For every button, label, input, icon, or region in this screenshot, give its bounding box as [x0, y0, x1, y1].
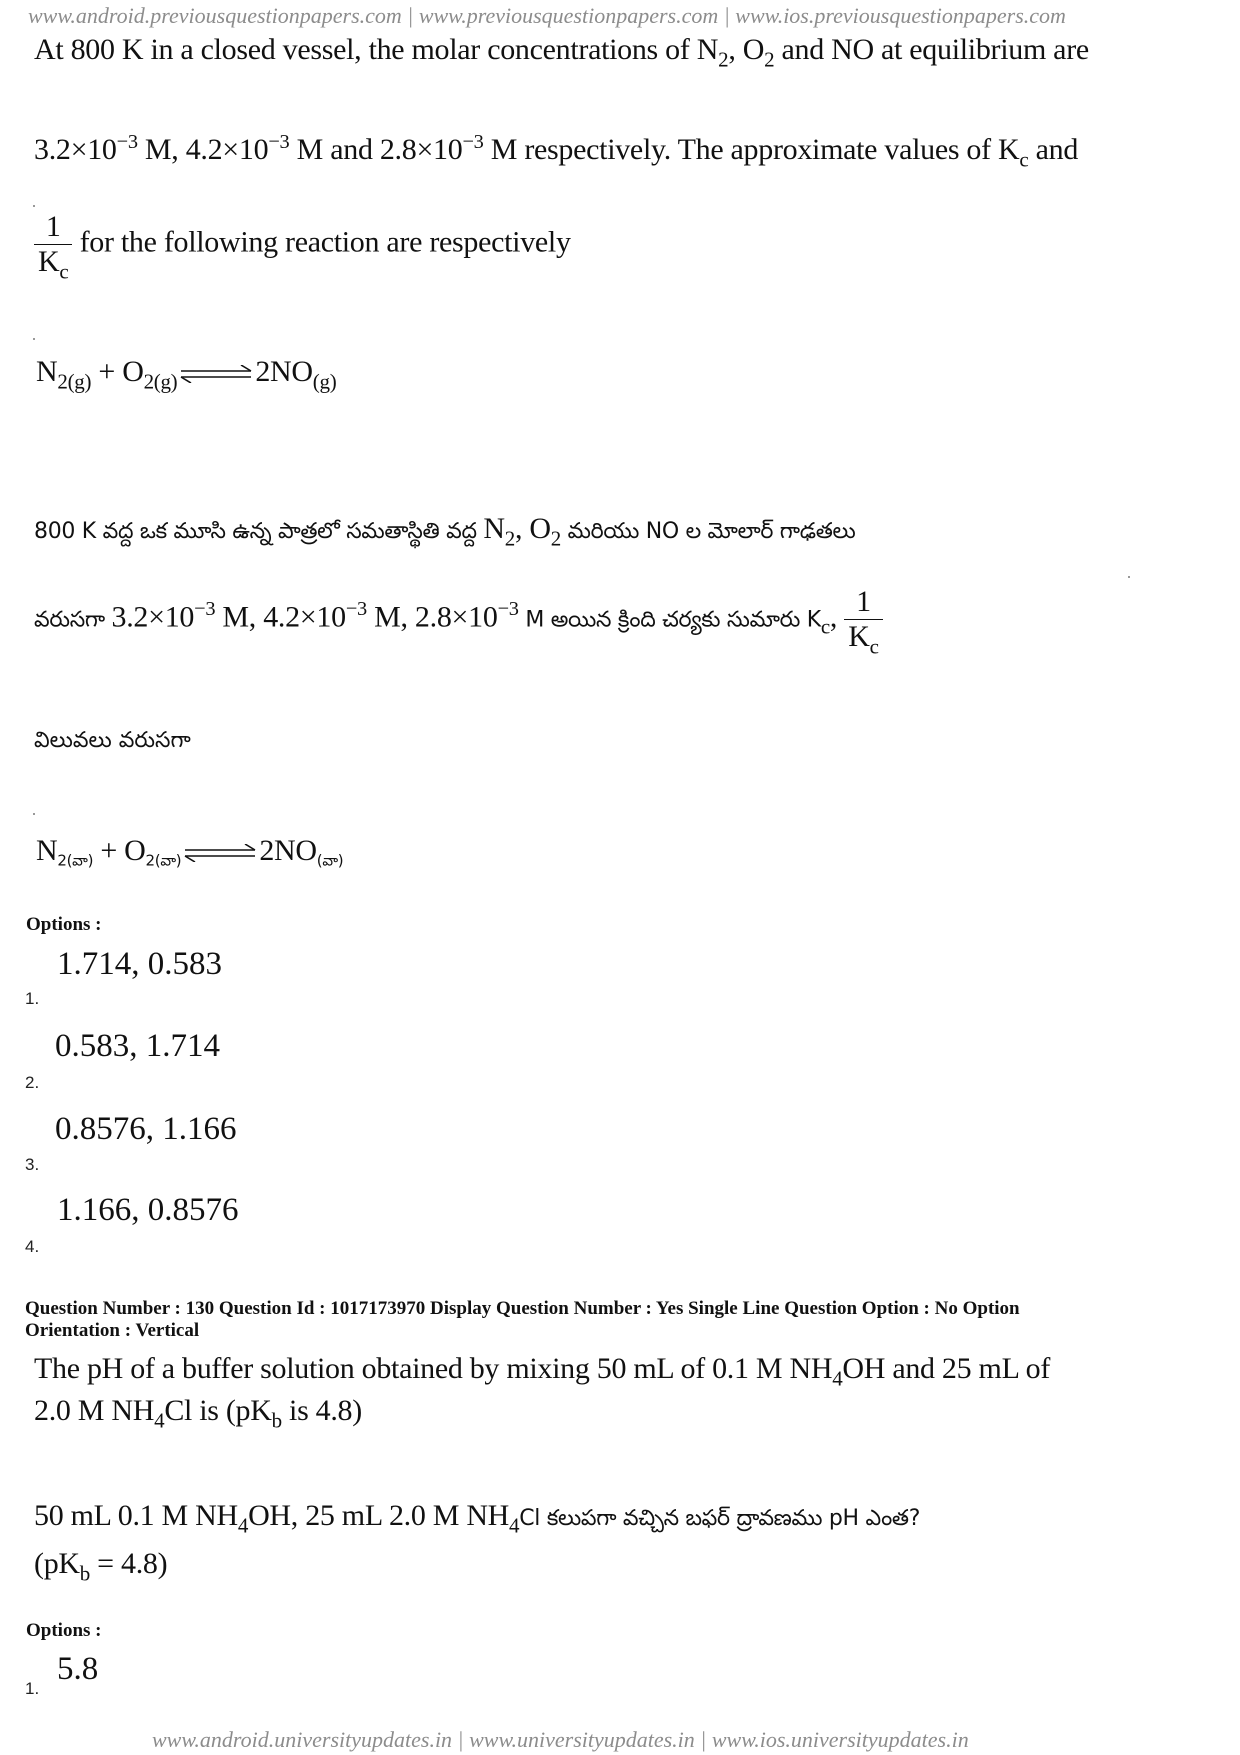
equilibrium-arrow-icon: [179, 365, 253, 383]
q129-en-line1: At 800 K in a closed vessel, the molar concentrations of $N_2$, $O_2$ and NO at equilibrium are: [34, 33, 1089, 72]
q129-en-line2: $3.2\times 10^{-3}$ M, $4.2\times 10^{-3}$ M and $2.8\times 10^{-3}$ M respectively. The approximate values of $K_c$ and: [34, 130, 1079, 172]
q130-en-line1: The pH of a buffer solution obtained by mixing 50 mL of 0.1 M $NH_4OH$ and 25 mL of: [34, 1352, 1051, 1391]
q129-option-4-text[interactable]: 1.166, 0.8576: [57, 1192, 239, 1228]
q130-option-1-number: 1.: [25, 1679, 40, 1698]
q130-meta-line2: Orientation : Vertical: [25, 1320, 200, 1341]
q129-option-2-number: 2.: [25, 1073, 40, 1092]
q129-te-line1: 800 K వద్ద ఒక మూసి ఉన్న పాత్రలో సమతాస్థితి వద్ద $N_2$, $O_2$ మరియు NO ల మోలార్ గాఢతలు: [34, 512, 856, 551]
q130-meta-line1: Question Number : 130 Question Id : 1017173970 Display Question Number : Yes Single Line Question Option : No Option: [25, 1298, 1020, 1319]
one-over-kc-fraction: $\frac{1}{K_c}$: [34, 210, 72, 279]
one-over-kc-fraction-te: $\frac{1}{K_c}$: [844, 585, 882, 654]
q129-option-2-text[interactable]: 0.583, 1.714: [55, 1028, 220, 1064]
q129-equation-en: $N_{2(g)} + O_{2(g)}$ $2NO_{(g)}$: [36, 355, 337, 394]
q129-option-4-number: 4.: [25, 1237, 40, 1256]
q129-option-1-number: 1.: [25, 989, 40, 1008]
q129-option-3-number: 3.: [25, 1155, 40, 1174]
q130-options-label: Options :: [26, 1620, 102, 1641]
q129-en-line3: $\frac{1}{K_c}$ for the following reaction are respectively: [34, 210, 571, 279]
q129-te-line2: వరుసగా $3.2\times 10^{-3}$ M, $4.2\times 10^{-3}$ M, $2.8\times 10^{-3}$ M అయిన క్రింది చర్యకు సుమారు $K_c$, $\frac{1}{K_c}$: [34, 585, 883, 654]
q130-te-line1: 50 mL 0.1 M $NH_4OH$, 25 mL 2.0 M $NH_4Cl$ కలుపగా వచ్చిన బఫర్ ద్రావణము pH ఎంత?: [34, 1499, 921, 1538]
q130-option-1-text[interactable]: 5.8: [57, 1651, 99, 1687]
footer-watermark: www.android.universityupdates.in | www.universityupdates.in | www.ios.universityupdates.in: [152, 1727, 969, 1752]
q130-en-line2: 2.0 M $NH_4Cl$ is ($pK_b$ is 4.8): [34, 1394, 362, 1433]
q129-te-line3: విలువలు వరుసగా: [34, 728, 191, 753]
q129-options-label: Options :: [26, 914, 102, 935]
q129-equation-te: $N_{2(వా)} + O_{2(వా)}$ $2NO_{(వా)}$: [36, 834, 344, 870]
header-watermark: www.android.previousquestionpapers.com | www.previousquestionpapers.com | www.ios.previousquestionpapers.com: [28, 3, 1066, 28]
q129-option-3-text[interactable]: 0.8576, 1.166: [55, 1111, 237, 1147]
q129-option-1-text[interactable]: 1.714, 0.583: [57, 946, 222, 982]
equilibrium-arrow-icon-te: [183, 844, 257, 862]
q130-te-line2: $(pK_b = 4.8)$: [34, 1547, 168, 1586]
